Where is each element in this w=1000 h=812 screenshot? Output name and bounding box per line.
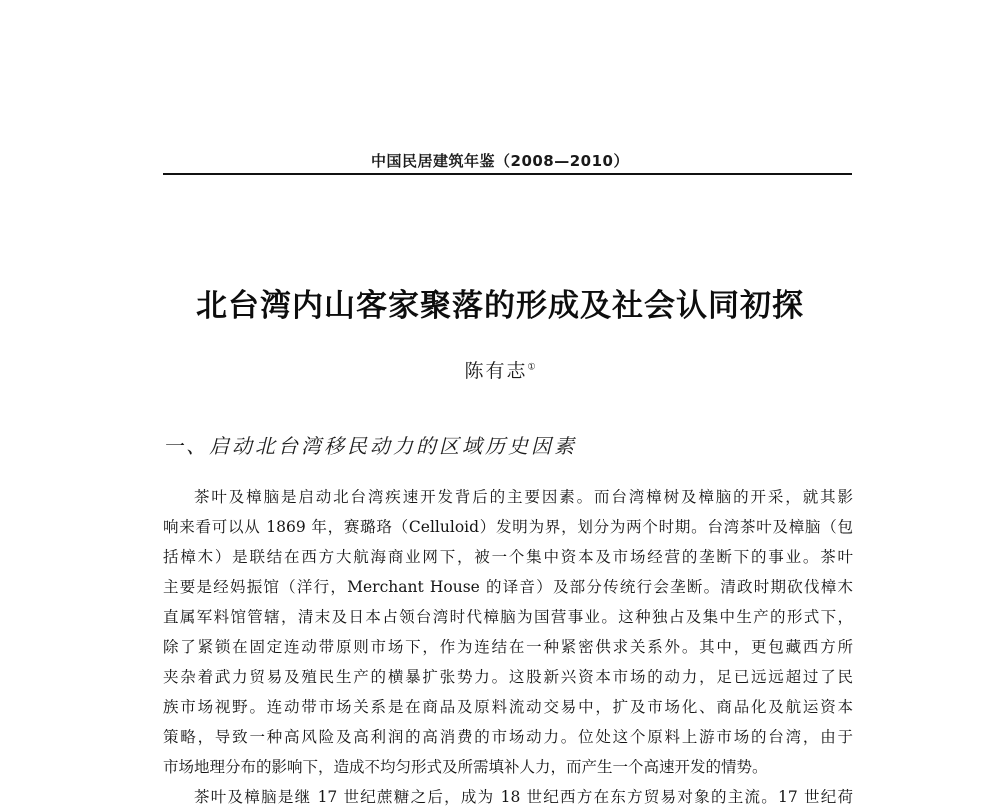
paragraph-line: 夹杂着武力贸易及殖民生产的横暴扩张势力。这股新兴资本市场的动力，足已远远超过了民 (163, 668, 853, 686)
paragraph-line: 茶叶及樟脑是启动北台湾疾速开发背后的主要因素。而台湾樟树及樟脑的开采，就其影 (194, 488, 853, 506)
header-rule (163, 173, 852, 175)
paragraph-line: 策略，导致一种高风险及高利润的高消费的市场动力。位处这个原料上游市场的台湾，由于 (163, 728, 853, 746)
author-line (0, 356, 1000, 383)
author-name: 陈有志 (464, 360, 528, 382)
paragraph-line: 市场地理分布的影响下，造成不均匀形式及所需填补人力，而产生一个高速开发的情势。 (163, 758, 768, 776)
footnote-mark: ① (527, 362, 536, 373)
body-text (163, 482, 853, 806)
paragraph-line: 直属军料馆管辖，清末及日本占领台湾时代樟脑为国营事业。这种独占及集中生产的形式下， (163, 608, 853, 626)
paragraph-line: 括樟木）是联结在西方大航海商业网下，被一个集中资本及市场经营的垄断下的事业。茶叶 (163, 548, 853, 566)
running-header: 中国民居建筑年鉴（2008—2010） (371, 152, 629, 170)
paragraph-line: 茶叶及樟脑是继 17 世纪蔗糖之后，成为 18 世纪西方在东方贸易对象的主流。17 世纪荷 (194, 788, 853, 806)
paragraph-line: 除了紧锁在固定连动带原则市场下，作为连结在一种紧密供求关系外。其中，更包藏西方所 (163, 638, 853, 656)
article-title: 北台湾内山客家聚落的形成及社会认同初探 (196, 288, 804, 324)
paragraph-line: 族市场视野。连动带市场关系是在商品及原料流动交易中，扩及市场化、商品化及航运资本 (163, 698, 853, 716)
section-heading: 一、启动北台湾移民动力的区域历史因素 (163, 434, 577, 458)
paragraph-line: 主要是经妈振馆（洋行，Merchant House 的译音）及部分传统行会垄断。清政时期砍伐樟木 (163, 578, 853, 596)
paragraph-line: 响来看可以从 1869 年，赛璐珞（Celluloid）发明为界，划分为两个时期。台湾茶叶及樟脑（包 (163, 518, 853, 536)
